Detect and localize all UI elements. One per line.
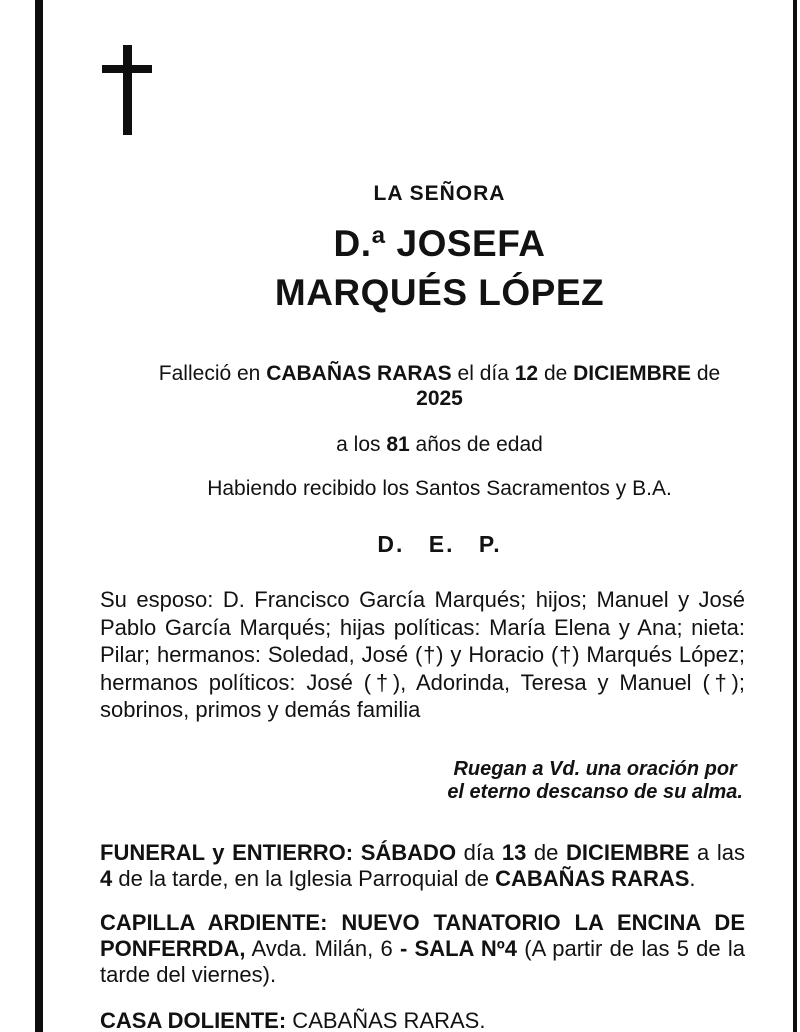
obituary-content xyxy=(43,0,793,1032)
deceased-name-line1: D.ª JOSEFA xyxy=(333,223,546,264)
deceased-name xyxy=(100,219,745,317)
prayer-text: Ruegan a Vd. una oración por el eterno descanso de su alma. xyxy=(447,757,743,803)
page-left-border xyxy=(35,0,43,1032)
capilla-ardiente-line: CAPILLA ARDIENTE: NUEVO TANATORIO LA ENCINA DE PONFERRDA, Avda. Milán, 6 - SALA Nº4 (A partir de las 5 de la tarde del viernes). xyxy=(100,909,745,987)
age-line: a los 81 años de edad xyxy=(336,433,543,456)
funeral-entierro-line: FUNERAL y ENTIERRO: SÁBADO día 13 de DICIEMBRE a las 4 de la tarde, en la Iglesia Parroquial de CABAÑAS RARAS. xyxy=(100,839,745,891)
cross-horizontal-bar xyxy=(102,65,152,73)
cross-icon xyxy=(102,45,152,135)
deceased-name-line2: MARQUÉS LÓPEZ xyxy=(274,272,605,313)
family-paragraph: Su esposo: D. Francisco García Marqués; hijos; Manuel y José Pablo García Marqués; hijas políticas: María Elena y Ana; nieta: Pilar; hermanos: Soledad, José (†) y Horacio (†) Marqués López; hermanos políticos: José (†), Adorinda, Teresa y Manuel (†); sobrinos, primos y demás familia xyxy=(100,587,745,722)
dep-abbreviation: D. E. P. xyxy=(377,531,502,557)
death-date-line: Falleció en CABAÑAS RARAS el día 12 de DICIEMBRE de 2025 xyxy=(158,362,721,410)
page-right-border xyxy=(793,0,797,1032)
casa-doliente-line: CASA DOLIENTE: CABAÑAS RARAS. xyxy=(100,1007,486,1032)
sacraments-line: Habiendo recibido los Santos Sacramentos y B.A. xyxy=(207,477,672,500)
cross-vertical-bar xyxy=(123,45,132,135)
honorific-title: LA SEÑORA xyxy=(373,182,506,205)
